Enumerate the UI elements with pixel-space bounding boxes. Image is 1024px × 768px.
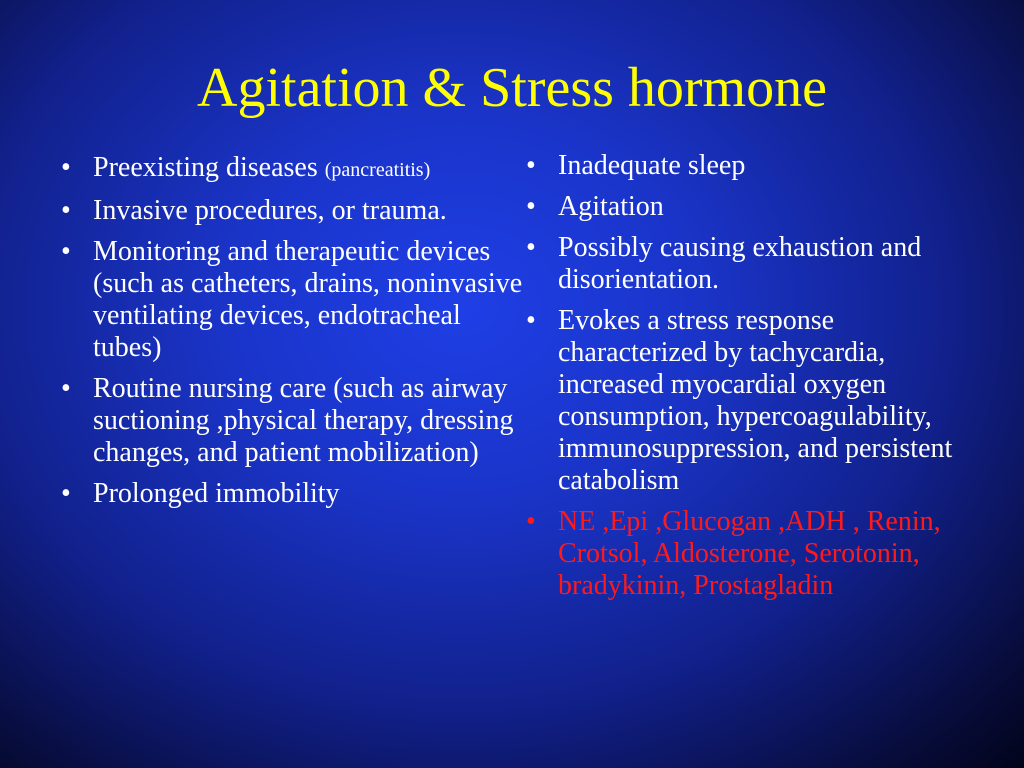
list-item-text: Inadequate sleep: [558, 150, 746, 181]
list-item-note: (pancreatitis): [324, 159, 431, 181]
list-item-text: Agitation: [558, 191, 664, 222]
list-item-text: NE ,Epi ,Glucogan ,ADH , Renin, Crotsol, Aldosterone, Serotonin, bradykinin, Prostagladin: [558, 506, 941, 601]
bullet-icon: •: [526, 191, 536, 222]
list-item: [520, 305, 980, 497]
list-item: [55, 373, 525, 469]
list-item: [55, 152, 525, 186]
list-item-text: Preexisting diseases: [93, 152, 325, 183]
list-item-text: Prolonged immobility: [93, 478, 340, 509]
list-item-hormones: [520, 506, 980, 602]
left-bullet-list: [55, 152, 525, 519]
bullet-icon: •: [61, 236, 71, 267]
bullet-icon: •: [61, 195, 71, 226]
list-item: [55, 478, 525, 510]
right-bullet-list: [520, 150, 980, 611]
list-item-text: Possibly causing exhaustion and disorientation.: [558, 232, 922, 295]
bullet-icon: •: [61, 373, 71, 404]
bullet-icon: •: [526, 305, 536, 336]
bullet-icon: •: [61, 478, 71, 509]
list-item-text: Monitoring and therapeutic devices (such as catheters, drains, noninvasive ventilating devices, endotracheal tubes): [93, 236, 523, 363]
bullet-icon: •: [526, 150, 536, 181]
list-item-text: Invasive procedures, or trauma.: [93, 195, 447, 226]
list-item: [520, 150, 980, 182]
list-item-text: Evokes a stress response characterized by tachycardia, increased myocardial oxygen consumption, hypercoagulability, immunosuppression, and persistent catabolism: [558, 305, 953, 496]
list-item: [520, 191, 980, 223]
list-item: [55, 195, 525, 227]
bullet-icon: •: [526, 232, 536, 263]
bullet-icon: •: [61, 152, 71, 183]
bullet-icon: •: [526, 506, 536, 537]
list-item: [520, 232, 980, 296]
list-item: [55, 236, 525, 364]
slide-title: Agitation & Stress hormone: [197, 57, 827, 119]
list-item-text: Routine nursing care (such as airway suctioning ,physical therapy, dressing changes, and patient mobilization): [93, 373, 514, 468]
